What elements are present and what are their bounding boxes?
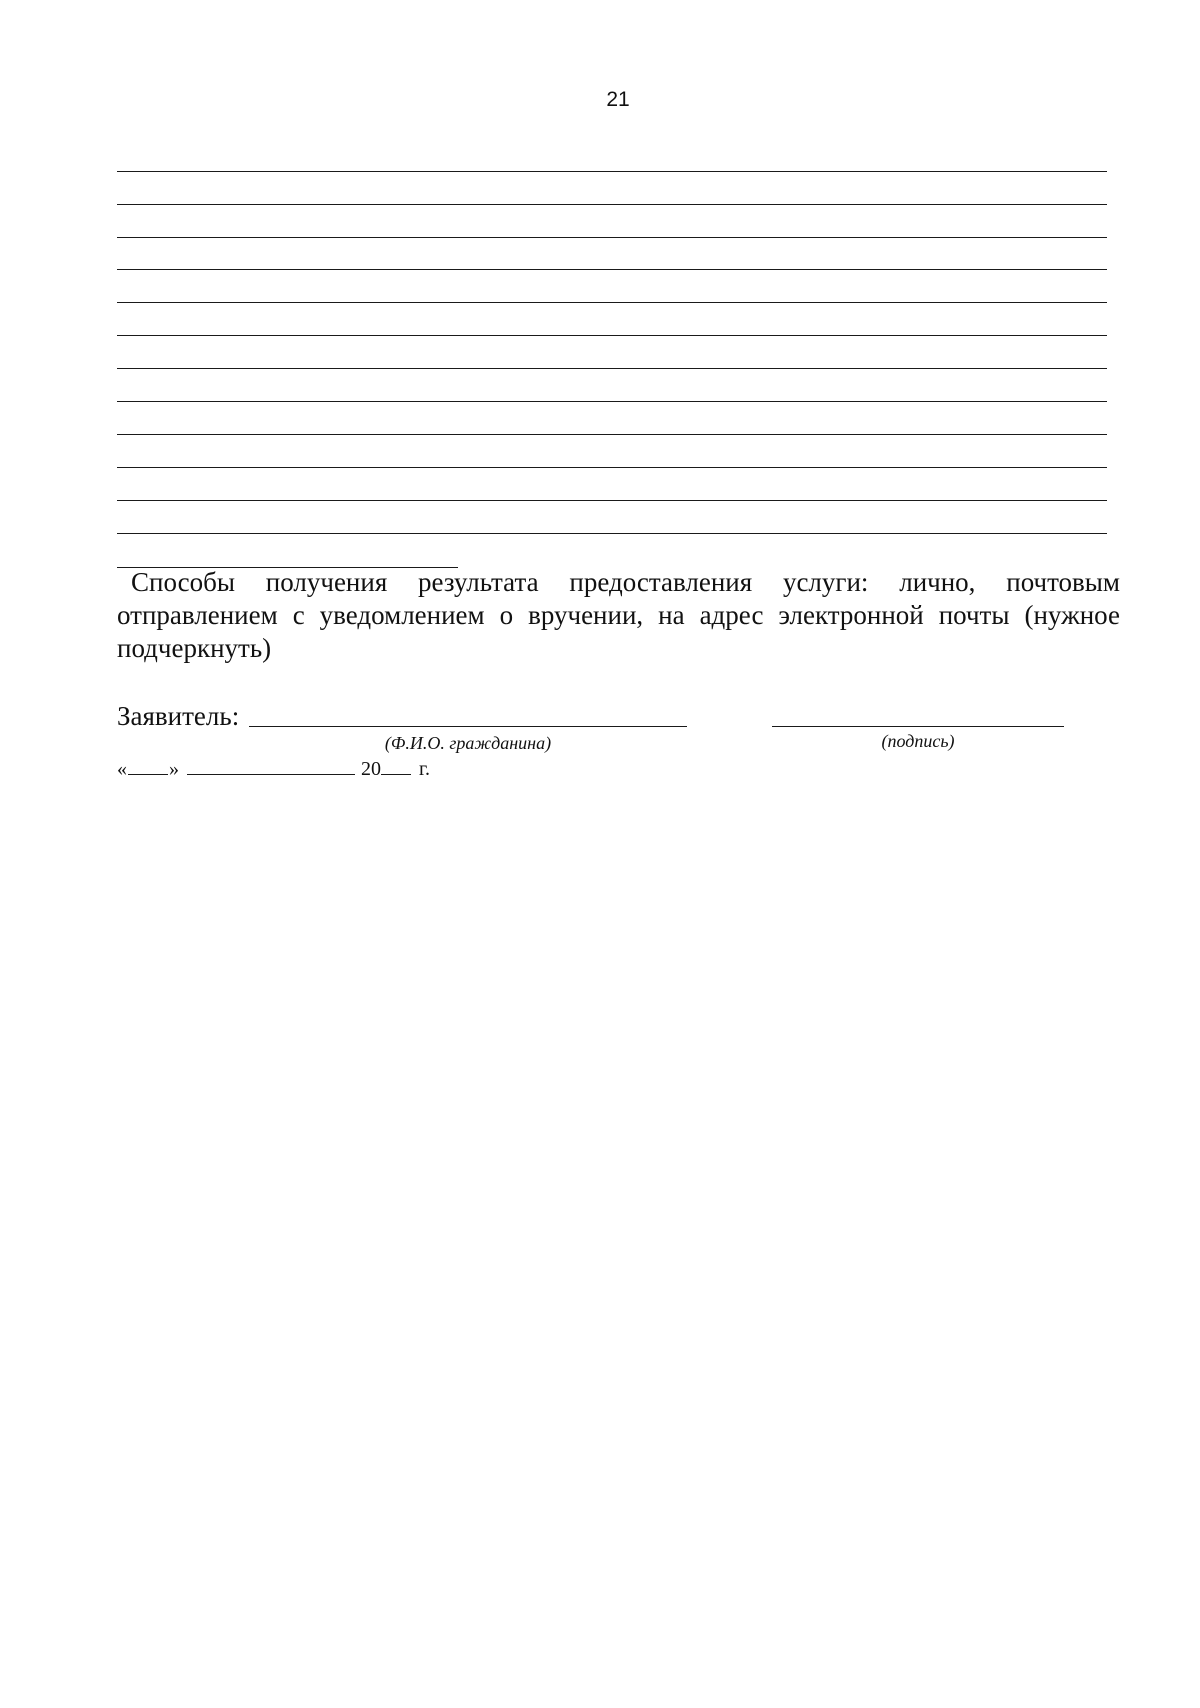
blank-line[interactable] [117,401,1107,402]
blank-line[interactable] [117,368,1107,369]
blank-line[interactable] [117,335,1107,336]
signature-caption: (подпись) [881,731,955,751]
blank-line[interactable] [117,533,1107,534]
date-open-quote: « [117,758,127,780]
date-year-prefix: 20 [361,758,381,780]
date-month-field[interactable] [187,756,355,775]
applicant-signature-field[interactable] [772,726,1064,727]
result-methods-paragraph: Способы получения результата предоставления услуги: лично, почтовым отправлением с уведомлением о вручении, на адрес электронной почты (нужное подчеркнуть) [117,567,1120,663]
fio-caption: (Ф.И.О. гражданина) [384,733,552,753]
applicant-label: Заявитель: [117,701,240,731]
date-close-quote: » [169,758,179,780]
blank-line[interactable] [117,302,1107,303]
blank-line[interactable] [117,237,1107,238]
page-number: 21 [606,88,630,111]
date-row [117,756,430,782]
date-day-field[interactable] [128,756,168,775]
blank-line[interactable] [117,500,1107,501]
blank-line[interactable] [117,171,1107,172]
blank-line[interactable] [117,269,1107,270]
blank-line[interactable] [117,434,1107,435]
blank-line[interactable] [117,204,1107,205]
applicant-fio-field[interactable] [249,726,687,727]
date-year-field[interactable] [381,756,411,775]
date-year-suffix: г. [419,758,430,780]
blank-line[interactable] [117,467,1107,468]
